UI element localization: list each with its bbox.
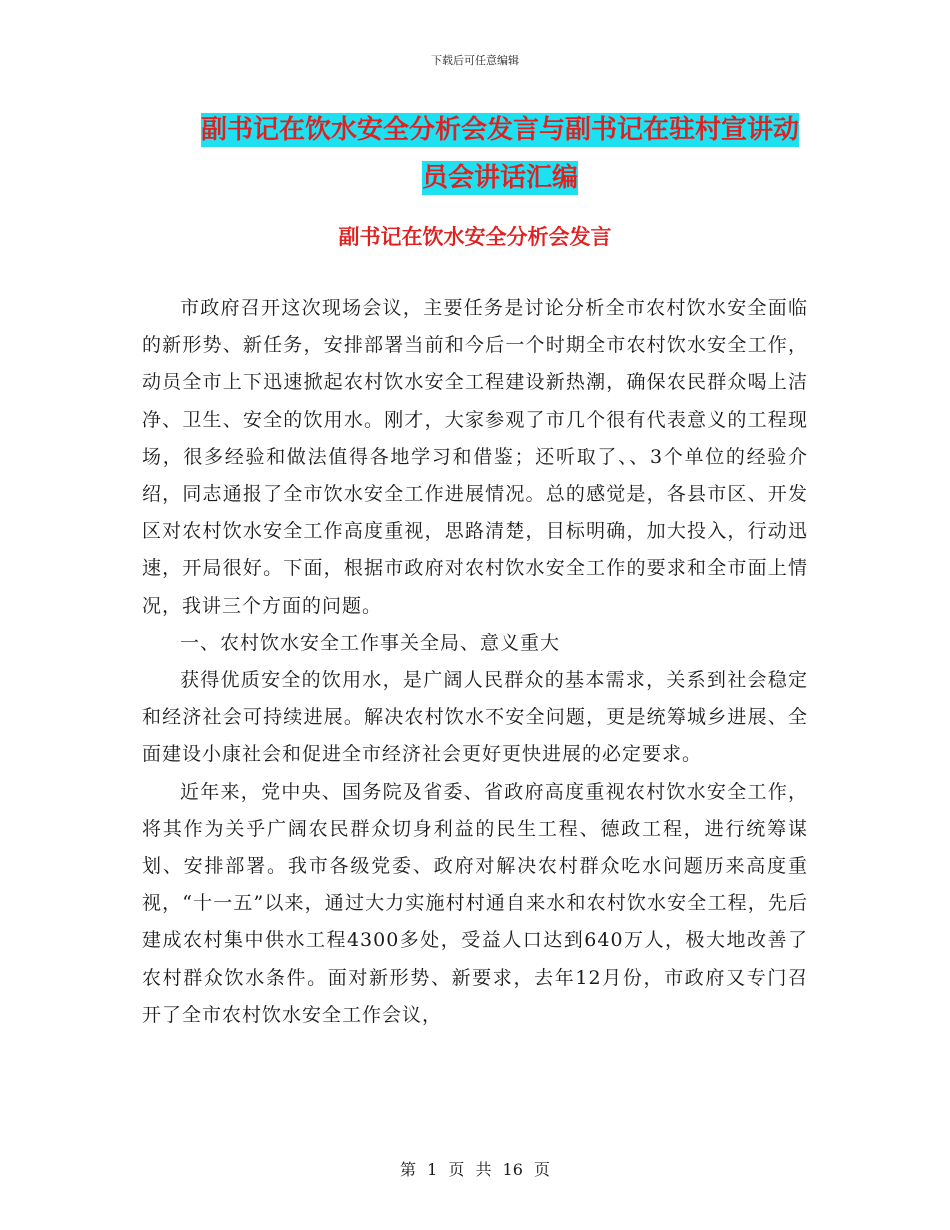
page-header-note: 下载后可任意编辑	[431, 54, 519, 67]
title-line-1: 副书记在饮水安全分析会发言与副书记在驻村宣讲动	[200, 115, 799, 145]
document-title	[140, 106, 860, 202]
paragraph: 获得优质安全的饮用水，是广阔人民群众的基本需求，关系到社会稳定和经济社会可持续进展。解决农村饮水不安全问题，更是统筹城乡进展、全面建设小康社会和促进全市经济社会更好更快进展的必定要求。	[142, 669, 808, 766]
paragraph: 市政府召开这次现场会议，主要任务是讨论分析全市农村饮水安全面临的新形势、新任务，安排部署当前和今后一个时期全市农村饮水安全工作，动员全市上下迅速掀起农村饮水安全工程建设新热潮，确保农民群众喝上洁净、卫生、安全的饮用水。刚才，大家参观了市几个很有代表意义的工程现场，很多经验和做法值得各地学习和借鉴；还听取了、、3个单位的经验介绍，同志通报了全市饮水安全工作进展情况。总的感觉是，各县市区、开发区对农村饮水安全工作高度重视，思路清楚，目标明确，加大投入，行动迅速，开局很好。下面，根据市政府对农村饮水安全工作的要求和全市面上情况，我讲三个方面的问题。	[142, 297, 808, 617]
paragraph: 近年来，党中央、国务院及省委、省政府高度重视农村饮水安全工作，将其作为关乎广阔农民群众切身利益的民生工程、德政工程，进行统筹谋划、安排部署。我市各级党委、政府对解决农村群众吃水问题历来高度重视，“十一五”以来，通过大力实施村村通自来水和农村饮水安全工程，先后建成农村集中供水工程4300多处，受益人口达到640万人，极大地改善了农村群众饮水条件。面对新形势、新要求，去年12月份，市政府又专门召开了全市农村饮水安全工作会议，	[142, 780, 808, 1026]
title-line-2: 员会讲话汇编	[421, 163, 578, 193]
body-text	[142, 290, 808, 1034]
section-title: 副书记在饮水安全分析会发言	[338, 225, 612, 249]
paragraph-heading: 一、农村饮水安全工作事关全局、意义重大	[180, 631, 561, 654]
page-footer: 第 1 页 共 16 页	[400, 1160, 550, 1179]
